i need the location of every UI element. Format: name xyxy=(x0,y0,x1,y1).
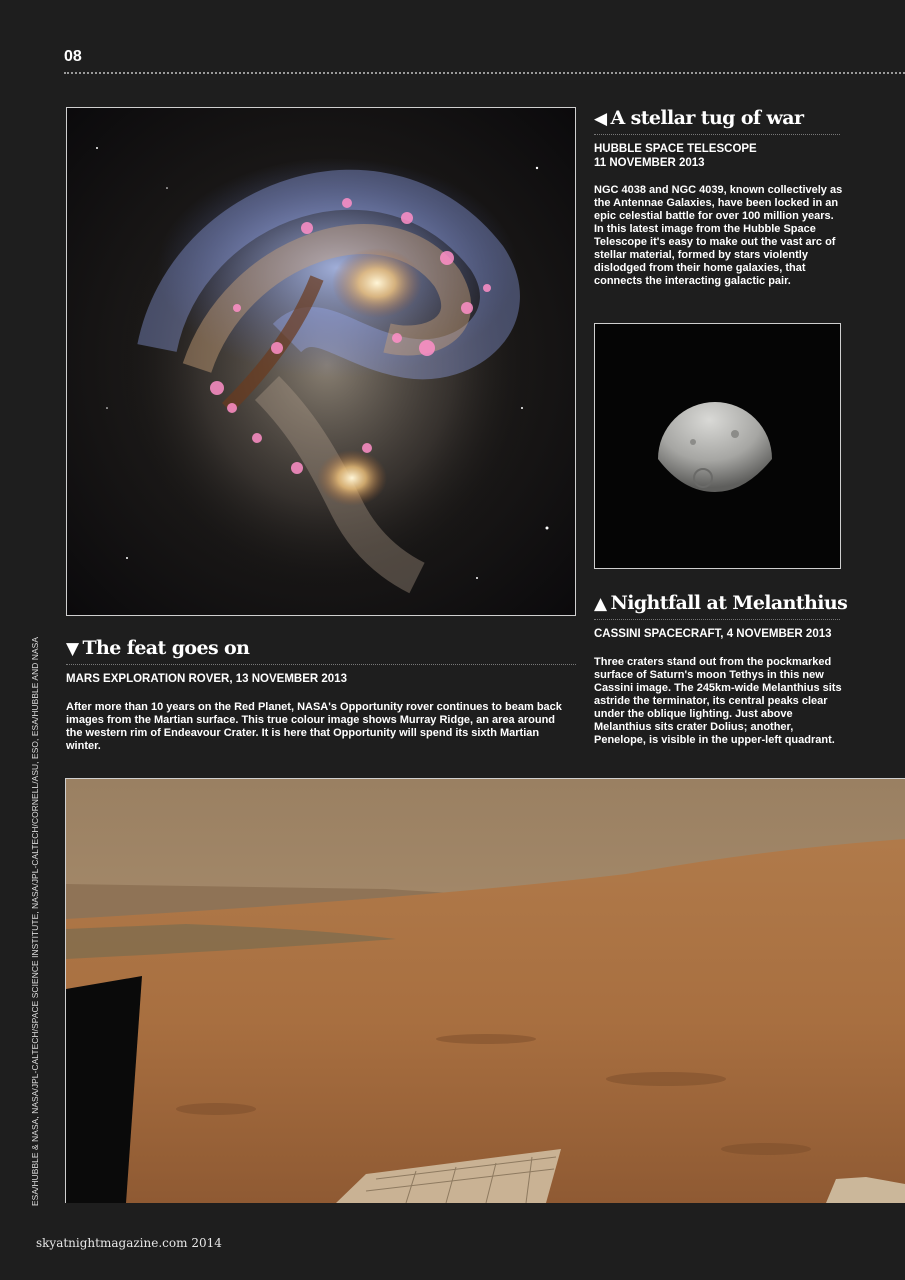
tethys-image xyxy=(594,323,841,569)
opportunity-heading xyxy=(66,637,249,659)
melanthius-heading xyxy=(594,592,847,614)
page-number: 08 xyxy=(64,48,82,65)
melanthius-rule xyxy=(594,619,840,620)
murray-ridge-mars-image xyxy=(65,778,905,1203)
image-credits: ESA/HUBBLE & NASA, NASA/JPL-CALTECH/SPACE SCIENCE INSTITUTE, NASA/JPL-CALTECH/CORNELL/ASU, ESO, ESA/HUBBLE AND NASA xyxy=(30,636,40,1206)
antennae-rule xyxy=(594,134,840,135)
melanthius-title: Nightfall at Melanthius xyxy=(610,592,848,614)
opportunity-source: MARS EXPLORATION ROVER, 13 NOVEMBER 2013 xyxy=(66,673,347,685)
opportunity-title: The feat goes on xyxy=(82,637,250,659)
footer-year: 2014 xyxy=(191,1236,222,1250)
antennae-source: HUBBLE SPACE TELESCOPE xyxy=(594,143,757,155)
melanthius-body: Three craters stand out from the pockmarked surface of Saturn's moon Tethys in this new Cassini image. The 245km-wide Melanthius sits astride the terminator, its central peaks clear under the oblique lighting. Just above Melanthius sits crater Dolius; another, Penelope, is visible in the upper-left quadrant. xyxy=(594,656,842,746)
antennae-body: NGC 4038 and NGC 4039, known collectively as the Antennae Galaxies, have been locked in an epic celestial battle for over 100 million years. In this latest image from the Hubble Space Telescope it's easy to make out the vast arc of stellar material, formed by stars violently dislodged from their home galaxies, that connects the interacting galactic pair. xyxy=(594,184,843,287)
antennae-title: A stellar tug of war xyxy=(610,107,804,129)
up-arrow-icon: ▲ xyxy=(594,594,607,614)
opportunity-rule xyxy=(66,664,576,665)
melanthius-source: CASSINI SPACECRAFT, 4 NOVEMBER 2013 xyxy=(594,628,832,640)
antennae-galaxies-image xyxy=(66,107,576,616)
antennae-heading xyxy=(594,107,803,129)
header-divider xyxy=(64,72,905,74)
down-arrow-icon: ▼ xyxy=(66,639,79,659)
left-arrow-icon: ◀ xyxy=(594,109,607,129)
footer-site: skyatnightmagazine.com xyxy=(36,1236,188,1250)
opportunity-body: After more than 10 years on the Red Planet, NASA's Opportunity rover continues to beam back images from the Martian surface. This true colour image shows Murray Ridge, an area around the western rim of Endeavour Crater. It is here that Opportunity will spend its sixth Martian winter. xyxy=(66,701,562,752)
footer xyxy=(36,1236,222,1250)
antennae-date: 11 NOVEMBER 2013 xyxy=(594,157,705,169)
